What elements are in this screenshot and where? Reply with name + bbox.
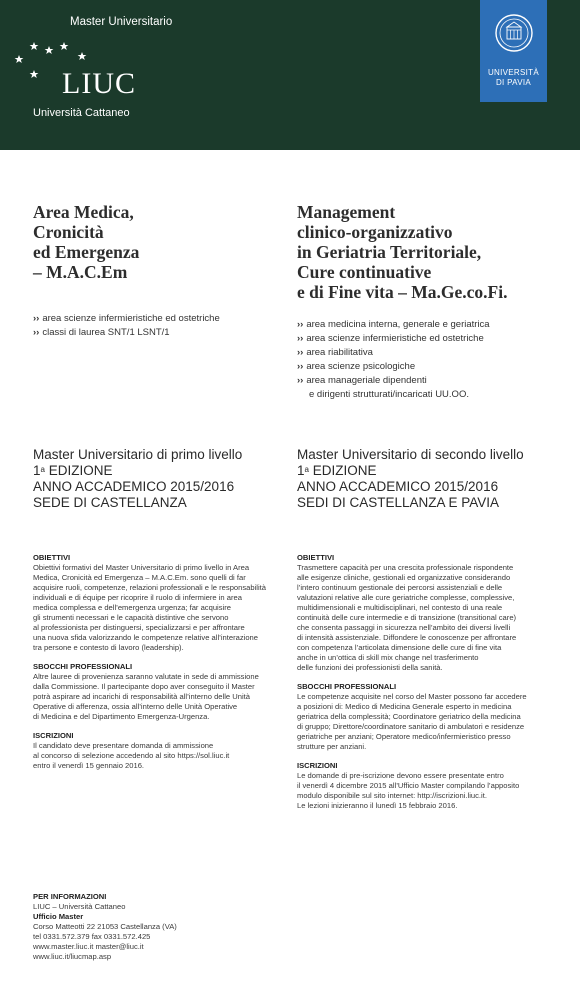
contact-map-link[interactable]: www.liuc.it/liucmap.asp [33,952,112,961]
right-title-line: e di Fine vita – Ma.Ge.co.Fi. [297,282,508,302]
right-location: SEDI DI CASTELLANZA E PAVIA [297,495,500,510]
contact-heading: PER INFORMAZIONI [33,892,107,901]
header-master-label: Master Universitario [70,16,173,28]
left-academic-year: ANNO ACCADEMICO 2015/2016 [33,479,235,494]
section-heading: SBOCCHI PROFESSIONALI [33,662,133,671]
left-course-title [33,202,139,282]
right-edition: 1$^a$ EDIZIONE [297,463,377,478]
left-title-line: Area Medica, [33,202,134,222]
left-location: SEDE DI CASTELLANZA [33,495,187,510]
section-text: Le domande di pre-iscrizione devono essere presentate entro il venerdì 4 dicembre 2015 all’Ufficio Master compilando l’apposito modulo disponibile sul sito internet: http://iscrizioni.liuc.it. Le lezioni inizieranno il lunedì 15 febbraio 2016. [297,771,520,810]
contact-office: Ufficio Master [33,912,84,921]
list-item: ›› area manageriale dipendenti [297,375,427,386]
left-area-list [33,312,220,340]
list-item: ›› area scienze infermieristiche ed ostetriche [33,313,220,324]
left-title-line: – M.A.C.Em [33,262,128,282]
right-course-title [297,202,507,302]
left-title-line: ed Emergenza [33,242,140,262]
contact-info [33,892,177,962]
left-level-line: Master Universitario di primo livello [33,447,243,462]
header-band [0,0,580,150]
pavia-logo-box [480,0,547,102]
right-title-line: Cure continuative [297,262,432,282]
right-title-line: in Geriatria Territoriale, [297,242,482,262]
right-title-line: Management [297,202,396,222]
right-academic-year: ANNO ACCADEMICO 2015/2016 [297,479,499,494]
section-text: Altre lauree di provenienza saranno valutate in sede di ammissione dalla Commissione. Il partecipante dopo aver conseguito il Master potrà aspirare ad incarichi di responsabilità all’interno delle Unità Operative di afferenza, ossia all’interno delle Unità Operative di Medicina e del Dipartimento Emergenza-Urgenza. [33,672,259,721]
liuc-logo: LIUC [62,67,136,100]
section-heading: SBOCCHI PROFESSIONALI [297,682,397,691]
contact-address: Corso Matteotti 22 21053 Castellanza (VA) [33,922,177,931]
contact-phone: tel 0331.572.379 fax 0331.572.425 [33,932,151,941]
pavia-line-2: DI PAVIA [495,78,531,87]
contact-org: LIUC – Università Cattaneo [33,902,126,911]
pavia-line-1: UNIVERSITÀ [487,68,539,77]
liuc-logo-subtitle: Università Cattaneo [33,107,130,119]
section-text: Il candidato deve presentare domanda di ammissione al concorso di selezione accedendo al sito https://sol.liuc.it entro il venerdì 15 gennaio 2016. [33,741,230,770]
right-level-line: Master Universitario di secondo livello [297,447,524,462]
left-title-line: Cronicità [33,222,104,242]
section-text: Obiettivi formativi del Master Universitario di primo livello in Area Medica, Cronicità ed Emergenza – M.A.C.Em. sono quelli di far acquisire ruoli, competenze, relazioni professionali e le responsabilità individuali e di équipe per ricoprire il ruolo di infermiere in area medica complessa e dell’emergenza urgenza; far acquisire gli strumenti necessari e le capacità distintive che servono al professionista per distinguersi, specializzarsi e per affrontare una nuova sfida valorizzando le competenze relative all’interazione tra persone e contesto di lavoro (leadership). [33,563,266,652]
right-title-line: clinico-organizzativo [297,222,453,242]
right-master-info [297,447,524,511]
pavia-seal-icon [494,13,534,53]
section-heading: OBIETTIVI [297,553,335,562]
list-item: ›› area scienze psicologiche [297,361,416,372]
left-master-info [33,447,242,511]
list-item: ›› classi di laurea SNT/1 LSNT/1 [33,327,170,338]
list-item: ›› area medicina interna, generale e geriatrica [297,319,490,330]
print-code-mark [561,170,569,210]
list-item: ›› area scienze infermieristiche ed ostetriche [297,333,484,344]
left-body-column [33,553,283,771]
right-area-list [297,318,490,402]
section-text: Le competenze acquisite nel corso del Master possono far accedere a posizioni di: Medico di Medicina Generale esperto in medicina geriatrica della complessità; Coordinatore geriatrico della medicina di gruppo; Direttore/coordinatore sanitario di ambulatori e residenze geriatriche per anziani; Operatore medico/infermieristico presso strutture per anziani. [297,692,527,751]
section-heading: ISCRIZIONI [33,731,74,740]
list-item-continuation: e dirigenti strutturati/incaricati UU.OO. [309,389,469,400]
list-item: ›› area riabilitativa [297,347,373,358]
contact-web-email: www.master.liuc.it master@liuc.it [33,942,144,951]
section-heading: OBIETTIVI [33,553,71,562]
section-heading: ISCRIZIONI [297,761,338,770]
right-body-column [297,553,557,811]
left-edition: 1$^a$ EDIZIONE [33,463,113,478]
pavia-logo-text [480,68,547,88]
section-text: Trasmettere capacità per una crescita professionale rispondente alle esigenze cliniche, gestionali ed organizzative considerando l’intero continuum gestionale dei percorsi assistenziali e delle valutazioni relative alle cure geriatriche complesse, complessive, multidimensionali e multidisciplinari, nel contesto di una reale continuità delle cure intermedie e di transizione (transitional care) che consenta passaggi in sicurezza nell’ambito dei diversi livelli di intensità assistenziale. Diffondere le conoscenze per affrontare con competenza l’articolata dimensione delle cure di fine vita anche in un’ottica di skill mix change nel trasferimento delle funzioni dei professionisti della sanità. [297,563,517,672]
